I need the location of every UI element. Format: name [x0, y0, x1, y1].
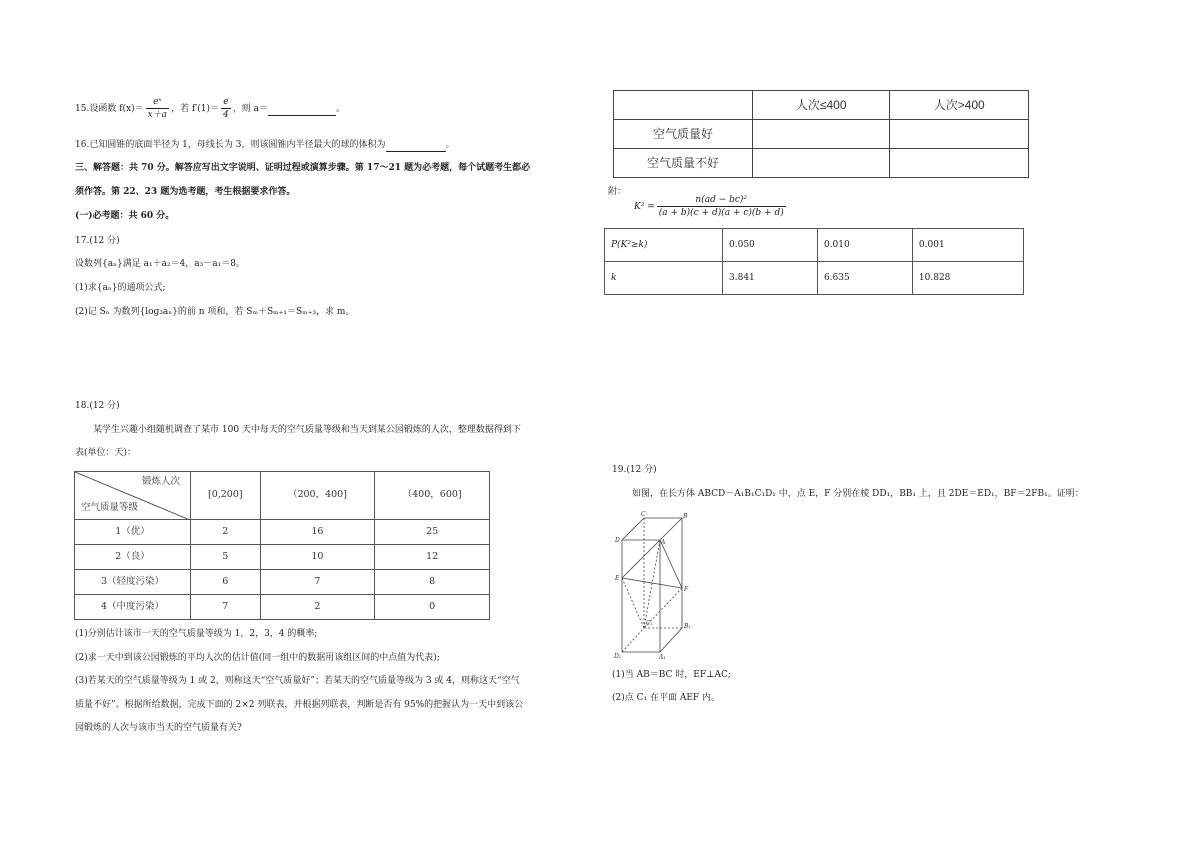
label-d1: D₁ [614, 653, 622, 660]
column-header: （400，600] [375, 472, 490, 520]
label-d: D [615, 537, 620, 544]
label-b1: B₁ [684, 623, 691, 630]
question-16: 16.已知圆锥的底面半径为 1，母线长为 3，则该圆锥内半径最大的球的体积为 。 [75, 139, 455, 152]
answer-blank [268, 103, 336, 116]
label-a1: A₁ [659, 654, 666, 660]
table-row: P(K²≥k) 0.050 0.010 0.001 [605, 229, 1024, 262]
q15-fraction-2: $\frac{e}{4}$ [223, 97, 229, 121]
table-row: 空气质量不好 [614, 149, 1029, 178]
label-e: E [615, 575, 620, 582]
table-row: 2（良） 5 10 12 [75, 545, 490, 570]
table-row: 空气质量好 [614, 120, 1029, 149]
k2-formula: K² = $\frac{\text{n(ad − bc)²}}{(a + b)(c + d)(a + c)(b + d)}$ [634, 195, 784, 219]
q17-part2: (2)记 Sₙ 为数列{log₃aₙ}的前 n 项和，若 Sₘ＋Sₘ₊₁＝Sₘ₊₃，求 m。 [75, 307, 355, 317]
q18-part3-line3: 园锻炼的人次与该市当天的空气质量有关? [75, 723, 242, 733]
blank-cell [890, 120, 1029, 149]
q18-part3-line1: (3)若某天的空气质量等级为 1 或 2，则称这天“空气质量好”；若某天的空气质量等级为 3 或 4，则称这天“空气 [75, 676, 520, 686]
q17-part1: (1)求{aₙ}的通项公式; [75, 283, 166, 293]
label-c1: C₁ [646, 620, 653, 627]
column-header: [0,200] [191, 472, 261, 520]
q17-head: 17.(12 分) [75, 236, 120, 246]
section-3-line2: 须作答。第 22、23 题为选考题，考生根据要求作答。 [75, 187, 296, 197]
question-15: 15.设函数 f(x)＝ $\frac{\text{eˣ}}{x+a}$ ，若 f′(1)＝ $\frac{e}{4}$ ，则 a＝ 。 [75, 97, 346, 121]
section-3-sub: (一)必考题：共 60 分。 [75, 211, 175, 221]
corner-top-label: 锻炼人次 [141, 476, 180, 487]
q18-part2: (2)求一天中到该公园锻炼的平均人次的估计值(同一组中的数据用该组区间的中点值为代表); [75, 653, 440, 663]
blank-cell [890, 149, 1029, 178]
q18-data-table [74, 471, 490, 620]
q18-head: 18.(12 分) [75, 401, 120, 411]
table-row: 4（中度污染） 7 2 0 [75, 595, 490, 620]
q17-line1: 设数列{aₙ}满足 a₁＋a₂＝4，a₃－a₁＝8。 [75, 259, 245, 269]
cuboid-figure [612, 510, 702, 660]
q18-part1: (1)分别估计该市一天的空气质量等级为 1，2，3，4 的概率; [75, 629, 318, 639]
table-row: 1（优） 2 16 25 [75, 520, 490, 545]
empty-cell [614, 91, 753, 120]
q19-line1: 如图，在长方体 ABCD－A₁B₁C₁D₁ 中，点 E，F 分别在棱 DD₁，BB₁ 上，且 2DE＝ED₁，BF＝2FB₁。证明： [632, 489, 1084, 499]
label-c: C [641, 511, 646, 518]
contingency-table [613, 90, 1029, 178]
table-corner-cell [75, 472, 191, 520]
q15-text: 15.设函数 f(x)＝ [75, 104, 144, 115]
q19-part1: (1)当 AB＝BC 时，EF⊥AC; [612, 670, 731, 680]
column-header: 人次>400 [890, 91, 1029, 120]
q19-head: 19.(12 分) [612, 465, 657, 475]
appendix-label: 附： [608, 187, 627, 197]
label-b: B [683, 513, 688, 520]
corner-bottom-label: 空气质量等级 [81, 502, 139, 514]
blank-cell [753, 149, 890, 178]
column-header: 人次≤400 [753, 91, 890, 120]
q18-intro1: 某学生兴趣小组随机调查了某市 100 天中每天的空气质量等级和当天到某公园锻炼的人次，整理数据得到下 [93, 425, 521, 435]
q18-part3-line2: 质量不好”。根据所给数据，完成下面的 2×2 列联表，并根据列联表，判断是否有 95%的把握认为一天中到该公 [75, 700, 524, 710]
table-row: k 3.841 6.635 10.828 [605, 262, 1024, 295]
q19-part2: (2)点 C₁ 在平面 AEF 内。 [612, 693, 721, 703]
label-f: F [684, 586, 689, 593]
section-3-line1: 三、解答题：共 70 分。解答应写出文字说明、证明过程或演算步骤。第 17～21 题为必考题，每个试题考生都必 [75, 163, 531, 173]
answer-blank [386, 139, 446, 152]
blank-cell [753, 120, 890, 149]
table-row: 3（轻度污染） 6 7 8 [75, 570, 490, 595]
label-a: A [661, 539, 666, 546]
column-header: （200，400] [260, 472, 375, 520]
q15-fraction: $\frac{\text{eˣ}}{x+a}$ [147, 97, 168, 121]
critical-value-table [604, 228, 1024, 295]
q18-intro2: 表(单位：天)： [75, 448, 137, 458]
